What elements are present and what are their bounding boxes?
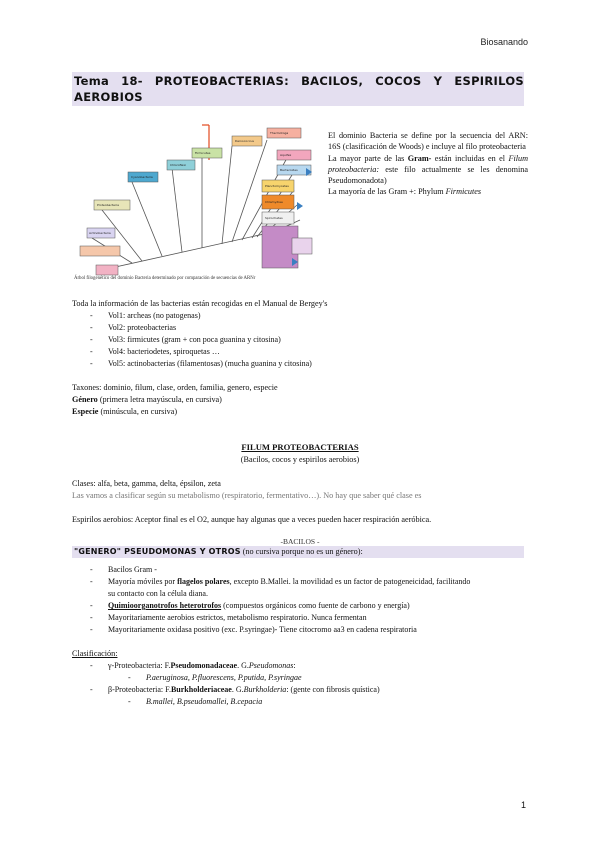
beta-item: β-Proteobacteria: F.Burkholderiaceae. G.Burkholderia: (gente con fibrosis quística) [108,685,380,694]
bergey-intro: Toda la información de las bacterias están recogidas en el Manual de Bergey's [72,299,328,308]
page-number: 1 [520,800,526,810]
filum-heading: FILUM PROTEOBACTERIAS [241,442,359,452]
fig-label: Planctomycetes [265,184,289,188]
filum-subheading: (Bacilos, cocos y espirilos aerobios) [240,455,360,464]
fig-label: Spirochetes [265,216,283,220]
fig-label: Bacteroides [280,168,298,172]
bacilos-heading: -BACILOS - [280,537,320,546]
fig-label: Chloroflexi [170,163,186,167]
list-item: Vol5: actinobacterias (filamentosas) (mucha guanina y citosina) [108,359,312,368]
clases-line: Clases: alfa, beta, gamma, delta, épsilon, zeta [72,479,221,488]
fig-label: Deinococcus [235,139,254,143]
page-title: Tema 18- PROTEOBACTERIAS: BACILOS, COCOS Y ESPIRILOS AEROBIOS [74,74,524,104]
genero-heading: "GENERO" PSEUDOMONAS Y OTROS (no cursiva porque no es un género): [74,547,363,556]
genero-line: Género (primera letra mayúscula, en cursiva) [72,395,222,404]
bergey-list: - Vol1: archeas (no patogenas) - Vol2: proteobacterias - Vol3: firmicutes (gram + con poca guanina y citosina) - Vol4: bacteriodetes, spiroquetas … - Vol5: actinobacterias (filamentosas) (mucha guanina y citosina) [90,311,312,368]
fig-label: Cyanobacteria [131,175,153,179]
fig-label: Aquifex [280,153,292,157]
bacilos-list: - Bacilos Gram - - Mayoría móviles por flagelos polares, excepto B.Mallei. la movilidad es un factor de patogeneicidad, facilitando su contacto con la célula diana. - Quimioorganotrofos heterotrofos (compuestos orgánicos como fuente de carbono y energía) - Mayoritariamente aerobios estrictos, metabolismo respiratorio. Nunca fermentan - Mayoritariamente oxidasa positivo (exc. P.syringae)- Tiene citocromo aa3 en cadena respiratoria [90,565,471,634]
taxones-line: Taxones: dominio, filum, clase, orden, familia, genero, especie [72,383,278,392]
beta-species: B.mallei, B.pseudomallei, B.cepacia [146,697,263,706]
list-item: Vol3: firmicutes (gram + con poca guanina y citosina) [108,335,281,344]
list-item: Mayoritariamente aerobios estrictos, metabolismo respiratorio. Nunca fermentan [108,613,367,622]
gamma-item: γ-Proteobacteria: F.Pseudomonadaceae. G.Pseudomonas: [108,661,296,670]
figure-caption: Árbol filogenético del dominio Bacteria determinado por comparación de secuencias de ARNr [74,276,256,281]
clases-note: Las vamos a clasificar según su metabolismo (respiratorio, fermentativo…). No hay que saber qué clase es [72,491,422,500]
clasificacion-list: - γ-Proteobacteria: F.Pseudomonadaceae. G.Pseudomonas: - P.aeruginosa, P.fluorescens, P.putida, P.syringae - β-Proteobacteria: F.Burkholderiaceae. G.Burkholderia: (gente con fibrosis quística) - B.mallei, B.pseudomallei, B.cepacia [90,661,380,706]
list-item: Mayoritariamente oxidasa positivo (exc. P.syringae)- Tiene citocromo aa3 en cadena respiratoria [108,625,417,634]
header-brand: Biosanando [480,37,528,47]
gamma-species: P.aeruginosa, P.fluorescens, P.putida, P.syringae [146,673,302,682]
fig-label: Thermotoga [270,131,289,135]
fig-label: Proteobacteria [97,203,119,207]
espirilos-line: Espirilos aerobios: Aceptor final es el O2, aunque hay algunas que a veces pueden hacer respiración aeróbica. [72,515,432,524]
phylogenetic-tree-figure [72,120,322,290]
list-item: Vol4: bacteriodetes, spiroquetas … [108,347,220,356]
list-item: Bacilos Gram - [108,565,157,574]
list-item: Quimioorganotrofos heterotrofos (compuestos orgánicos como fuente de carbono y energía) [108,601,410,610]
list-item: Vol1: archeas (no patogenas) [108,311,201,320]
list-item: Mayoría móviles por flagelos polares, excepto B.Mallei. la movilidad es un factor de patogeneicidad, facilitando [108,577,471,586]
list-item: Vol2: proteobacterias [108,323,177,332]
clasificacion-heading: Clasificación: [72,649,118,658]
fig-label: Firmicutes [195,151,211,155]
especie-line: Especie (minúscula, en cursiva) [72,407,178,416]
list-item-continuation: su contacto con la célula diana. [108,589,208,598]
fig-label: Chlamydiae [265,200,283,204]
fig-label: Actinobacteria [89,231,111,235]
intro-text: El dominio Bacteria se define por la secuencia del ARN: 16S (clasificación de Woods) e incluye al filo proteobacteria La mayor parte de las Gram- están incluidas en el Filum proteobacteria: este filo actualmente se les denomina Pseudomonadota) La mayoría de las Gram +: Phylum Firmicutes [328,131,528,197]
